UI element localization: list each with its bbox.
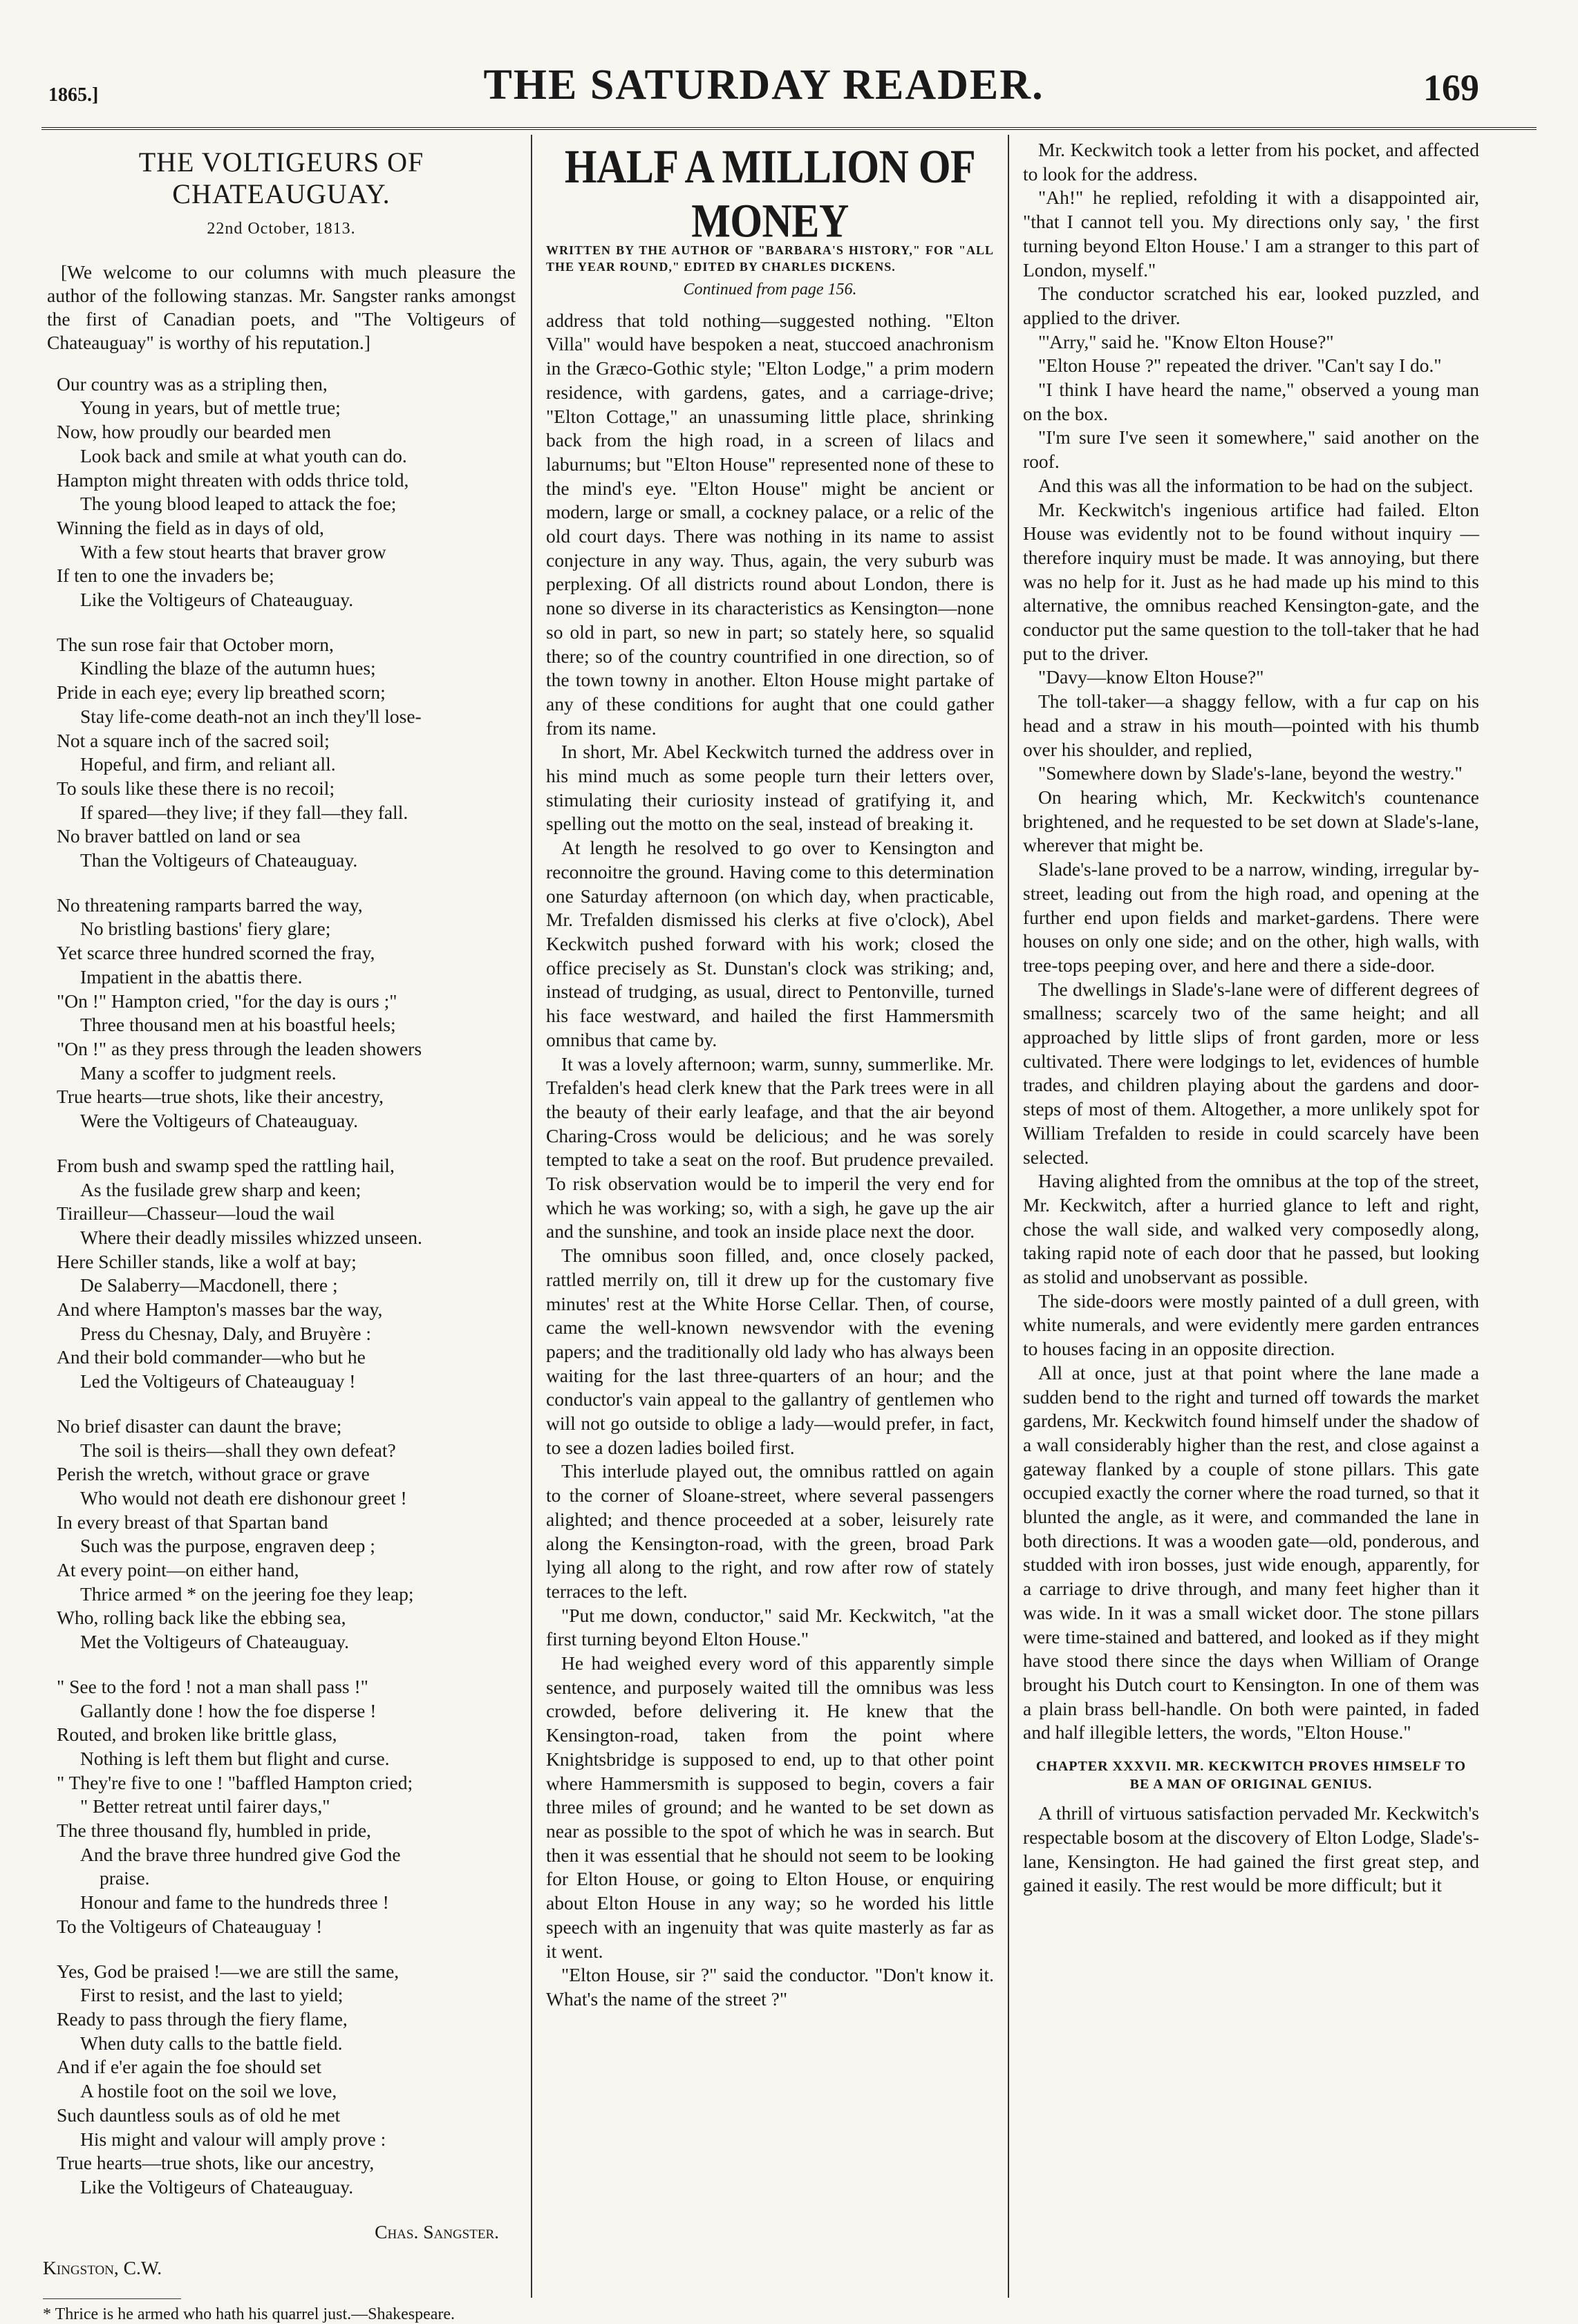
poem-line: Routed, and broken like brittle glass,: [57, 1723, 337, 1746]
poem-line: Not a square inch of the sacred soil;: [57, 729, 330, 751]
poem-line: As the fusilade grew sharp and keen;: [80, 1178, 361, 1200]
poem-line: First to resist, and the last to yield;: [80, 1984, 344, 2006]
paragraph: The conductor scratched his ear, looked puzzled, and applied to the driver.: [1023, 283, 1479, 328]
poem-line: Ready to pass through the fiery flame,: [57, 2008, 348, 2030]
poem-line: Perish the wretch, without grace or grave: [57, 1463, 370, 1485]
paragraph: "'Arry," said he. "Know Elton House?": [1038, 330, 1334, 352]
paragraph: The dwellings in Slade's-lane were of different degrees of smallness; scarcely two of the same height; and all approached by little slips of front garden, more or less cultivated. There were lodgings to let, evidences of humble trades, and children playing about the gardens and door-steps of most of them. Altogether, a more unlikely spot for William Trefalden to reside in could scarcely have been selected.: [1023, 978, 1479, 1168]
poem-line: True hearts—true shots, like our ancestry,: [57, 2152, 375, 2174]
poem-stanza: [57, 1154, 520, 1394]
poem-line: When duty calls to the battle field.: [80, 2032, 343, 2054]
poem-line: Many a scoffer to judgment reels.: [80, 1061, 337, 1084]
poem-line: Than the Voltigeurs of Chateauguay.: [80, 849, 358, 871]
poem-line: His might and valour will amply prove :: [80, 2128, 386, 2150]
poem-stanzas: [43, 372, 520, 2200]
poem-line: Kindling the blaze of the autumn hues;: [80, 657, 376, 679]
poem-line: Who, rolling back like the ebbing sea,: [57, 1607, 346, 1629]
poem-line: And if e'er again the foe should set: [57, 2056, 321, 2078]
poem-line: " See to the ford ! not a man shall pass !": [57, 1675, 368, 1697]
poem-line: Tirailleur—Chasseur—loud the wail: [57, 1202, 335, 1225]
poem-line: Like the Voltigeurs of Chateauguay.: [80, 589, 354, 611]
column-divider: [531, 135, 532, 2298]
poem-line: Gallantly done ! how the foe disperse !: [80, 1699, 377, 1721]
poem-stanza: [57, 1675, 520, 1939]
poem-line: Led the Voltigeurs of Chateauguay !: [80, 1370, 356, 1392]
paragraph: "Somewhere down by Slade's-lane, beyond the westry.": [1038, 762, 1463, 784]
poem-line: Were the Voltigeurs of Chateauguay.: [80, 1110, 359, 1132]
poem-line: The three thousand fly, humbled in pride,: [57, 1820, 371, 1842]
poem-line: Yes, God be praised !—we are still the same,: [57, 1960, 400, 1982]
poem-line: Hopeful, and firm, and reliant all.: [80, 753, 336, 775]
poem-line: Who would not death ere dishonour greet !: [80, 1486, 407, 1509]
story-column-1: [546, 138, 994, 2280]
paragraph: "I think I have heard the name," observed a young man on the box.: [1023, 379, 1479, 424]
poem-line: True hearts—true shots, like their ancestry,: [57, 1086, 384, 1108]
paragraph: The side-doors were mostly painted of a dull green, with white numerals, and were evidently mere garden entrances to houses facing in an opposite direction.: [1023, 1289, 1479, 1360]
issue-date: 1865.]: [48, 84, 99, 106]
story-column-2: [1023, 138, 1479, 2280]
poem-line: De Salaberry—Macdonell, there ;: [80, 1274, 338, 1296]
poem-line: Look back and smile at what youth can do.: [80, 444, 407, 466]
paragraph: A thrill of virtuous satisfaction pervaded Mr. Keckwitch's respectable bosom at the discovery of Elton Lodge, Slade's-lane, Kensington. He had gained the first great step, and gained it easily. The rest would be more difficult; but it: [1023, 1802, 1479, 1896]
poem-line: And the brave three hundred give God the: [80, 1843, 401, 1865]
poem-line: Such was the purpose, engraven deep ;: [80, 1535, 375, 1557]
newspaper-title: THE SATURDAY READER.: [483, 62, 1044, 108]
paragraph: "Elton House, sir ?" said the conductor. "Don't know it. What's the name of the street ?": [546, 1964, 994, 2010]
chapter-body: [1023, 1802, 1479, 1898]
poem-line: And where Hampton's masses bar the way,: [57, 1298, 383, 1321]
paragraph: "I'm sure I've seen it somewhere," said another on the roof.: [1023, 426, 1479, 473]
paragraph: He had weighed every word of this apparently simple sentence, and purposely waited till the omnibus was less crowded, before delivering it. He knew that the Kensington-road, taken from the point where Knightsbridge is supposed to end, up to that other point where Hammersmith is supposed to begin, covers a fair three miles of ground; and he wanted to be set down as near as possible to the spot of which he was in search. But then it was essential that he should not seem to be looking for Elton House, or going to Elton House, or enquiring about Elton House in any way; so he worded his little speech with an ingenuity that was quite masterly as far as it went.: [546, 1652, 994, 1962]
poem-line: Stay life-come death-not an inch they'll lose-: [80, 705, 422, 727]
poem-line: The sun rose fair that October morn,: [57, 633, 334, 655]
paragraph: At length he resolved to go over to Kensington and reconnoitre the ground. Having come to this determination one Saturday afternoon (on which day, when practicable, Mr. Trefalden dismissed his clerks at five o'clock), Abel Keckwitch pushed forward with his work; closed the office precisely as St. Dunstan's clock was striking; and, instead of trudging, as usual, direct to Pentonville, turned his face westward, and hailed the first Hammersmith omnibus that came by.: [546, 837, 994, 1050]
paragraph: And this was all the information to be had on the subject.: [1038, 474, 1474, 496]
paragraph: On hearing which, Mr. Keckwitch's countenance brightened, and he requested to be set down at Slade's-lane, wherever that might be.: [1023, 786, 1479, 856]
poem-line: Impatient in the abattis there.: [80, 965, 303, 988]
footnote: * Thrice is he armed who hath his quarrel just.—Shakespeare.: [43, 2305, 455, 2324]
masthead-rule: [41, 127, 1537, 130]
story-body: [1023, 138, 1479, 1745]
poem-line: "On !" as they press through the leaden showers: [57, 1037, 422, 1059]
poem-line: To the Voltigeurs of Chateauguay !: [57, 1915, 323, 1937]
poem-line: Hampton might threaten with odds thrice told,: [57, 469, 409, 491]
paragraph: This interlude played out, the omnibus rattled on again to the corner of Sloane-street, where several passengers alighted; and thence proceeded at a sober, leisurely rate along the Kensington-road, with the green, broad Park lying all along to the right, and row after row of stately terraces to the left.: [546, 1460, 994, 1602]
poem-line: If ten to one the invaders be;: [57, 565, 274, 587]
poem-line: Thrice armed * on the jeering foe they leap;: [80, 1583, 414, 1605]
author-place: Kingston, C.W.: [43, 2257, 162, 2279]
paragraph: All at once, just at that point where the lane made a sudden bend to the right and turned off towards the market gardens, Mr. Keckwitch found himself under the shadow of a wall considerably higher than the rest, and close against a gateway flanked by a couple of stone pillars. This gate occupied exactly the corner where the road turned, so that it blunted the angle, as it were, and commanded the lane in both directions. It was a wooden gate—old, ponderous, and studded with iron bosses, just wide enough, apparently, for a carriage to drive through, and many feet higher than it was wide. In it was a small wicket door. The stone pillars were time-stained and battered, and looked as if they might have stood there since the days when William of Orange brought his Dutch court to Kensington. In one of them was a plain brass bell-handle. On both were painted, in faded and half illegible letters, the words, "Elton House.": [1023, 1361, 1479, 1744]
poem-line: Met the Voltigeurs of Chateauguay.: [80, 1631, 350, 1653]
poem-line: Press du Chesnay, Daly, and Bruyère :: [80, 1322, 372, 1344]
poem-column: [43, 138, 520, 2324]
poem-line: A hostile foot on the soil we love,: [80, 2080, 337, 2102]
poem-line: "On !" Hampton cried, "for the day is ours ;": [57, 990, 397, 1012]
paragraph: In short, Mr. Abel Keckwitch turned the address over in his mind much as some people turn their letters over, stimulating their curiosity instead of gratifying it, and spelling out the motto on the seal, instead of breaking it.: [546, 741, 994, 835]
chapter-heading: CHAPTER XXXVII. MR. KECKWITCH PROVES HIMSELF TO BE A MAN OF ORIGINAL GENIUS.: [1035, 1759, 1467, 1793]
poem-stanza: [57, 1960, 520, 2200]
masthead: [48, 61, 1479, 123]
poem-line: Pride in each eye; every lip breathed scorn;: [57, 681, 386, 703]
poem-line: No bristling bastions' fiery glare;: [80, 918, 331, 940]
poem-line: Honour and fame to the hundreds three !: [80, 1891, 389, 1914]
footnote-rule: [43, 2298, 181, 2299]
paragraph: Having alighted from the omnibus at the top of the street, Mr. Keckwitch, after a hurried glance to left and right, chose the wall side, and walked very composedly along, taking rapid note of each door that he passed, but looking as stolid and unobservant as possible.: [1023, 1170, 1479, 1288]
poem-title: THE VOLTIGEURS OF CHATEAUGUAY.: [138, 147, 424, 209]
poem-line: Here Schiller stands, like a wolf at bay;: [57, 1250, 357, 1272]
paragraph: It was a lovely afternoon; warm, sunny, summerlike. Mr. Trefalden's head clerk knew that the Park trees were in all the beauty of their early leafage, and that the air beyond Charing-Cross would be delicious; and he was sorely tempted to take a seat on the roof. But prudence prevailed. To risk observation would be to imperil the very end for which he was working; so, with a sigh, he gave up the air and the sunshine, and took an inside place next the door.: [546, 1052, 994, 1243]
paragraph: Mr. Keckwitch's ingenious artifice had failed. Elton House was evidently not to be found without inquiry — therefore inquiry must be made. It was annoying, but there was no help for it. Just as he had made up his mind to this alternative, the omnibus reached Kensington-gate, and the conductor put the same question to the toll-taker that he had put to the driver.: [1023, 498, 1479, 664]
poem-line: Like the Voltigeurs of Chateauguay.: [80, 2175, 354, 2198]
poem-line: In every breast of that Spartan band: [57, 1511, 328, 1533]
author-signature: Chas. Sangster.: [375, 2220, 499, 2242]
poem-line: No threatening ramparts barred the way,: [57, 894, 363, 916]
story-body: [546, 309, 994, 2012]
paragraph: The omnibus soon filled, and, once closely packed, rattled merrily on, till it drew up for the customary five minutes' rest at the White Horse Cellar. Then, of course, came the well-known newsvendor with the evening papers; and the traditionally old lady who has always been waiting for the last three-quarters of an hour; and the conductor's vain appeal to the gallantry of gentlemen who will not go outside to oblige a lady—would prefer, in fact, to see a dozen ladies boiled first.: [546, 1245, 994, 1458]
poem-line: Such dauntless souls as of old he met: [57, 2104, 341, 2126]
continued-note: Continued from page 156.: [683, 281, 857, 299]
poem-stanza: [57, 1415, 520, 1654]
poem-line: Winning the field as in days of old,: [57, 516, 324, 538]
poem-stanza: [57, 894, 520, 1133]
poem-line: With a few stout hearts that braver grow: [80, 540, 386, 563]
poem-line: Nothing is left them but flight and curse.: [80, 1747, 390, 1769]
poem-stanza: [57, 633, 520, 873]
page-number: 169: [1423, 67, 1479, 108]
paragraph: Mr. Keckwitch took a letter from his pocket, and affected to look for the address.: [1023, 139, 1479, 185]
poem-line: Where their deadly missiles whizzed unseen.: [80, 1226, 422, 1248]
poem-line: At every point—on either hand,: [57, 1559, 299, 1581]
paragraph: "Elton House ?" repeated the driver. "Can't say I do.": [1038, 355, 1442, 377]
poem-line: Yet scarce three hundred scorned the fray,: [57, 942, 375, 964]
poem-date: 22nd October, 1813.: [207, 220, 356, 238]
paragraph: "Ah!" he replied, refolding it with a disappointed air, "that I cannot tell you. My directions only say, ' the first turning beyond Elton House.' I am a stranger to this part of London, myself.": [1023, 187, 1479, 281]
story-title: HALF A MILLION OF MONEY: [564, 140, 976, 247]
poem-line: Now, how proudly our bearded men: [57, 421, 331, 443]
paragraph: Slade's-lane proved to be a narrow, winding, irregular by-street, leading out from the high road, and opening at the further end upon fields and market-gardens. There were houses on only one side; and on the other, high walls, with tree-tops peeping over, and here and there a side-door.: [1023, 858, 1479, 976]
paragraph: The toll-taker—a shaggy fellow, with a fur cap on his head and a straw in his mouth—pointed with his thumb over his shoulder, and replied,: [1023, 690, 1479, 760]
poem-line: No brief disaster can daunt the brave;: [57, 1415, 342, 1437]
poem-line: The soil is theirs—shall they own defeat?: [80, 1439, 396, 1461]
poem-line: Young in years, but of mettle true;: [80, 397, 341, 419]
poem-line: To souls like these there is no recoil;: [57, 777, 335, 799]
paragraph: "Put me down, conductor," said Mr. Keckwitch, "at the first turning beyond Elton House.": [546, 1604, 994, 1650]
story-byline: WRITTEN BY THE AUTHOR OF "BARBARA'S HISTORY," FOR "ALL THE YEAR ROUND," EDITED BY CHARLES DICKENS.: [546, 243, 994, 274]
poem-line: " Better retreat until fairer days,": [80, 1795, 330, 1817]
poem-line: And their bold commander—who but he: [57, 1346, 366, 1368]
poem-line: Our country was as a stripling then,: [57, 372, 328, 395]
editor-intro: [We welcome to our columns with much pleasure the author of the following stanzas. Mr. Sangster ranks amongst the first of Canadian poets, and "The Voltigeurs of Chateauguay" is worthy of his reputation.]: [47, 261, 516, 353]
poem-line: The young blood leaped to attack the foe;: [80, 493, 397, 515]
poem-line: " They're five to one ! "baffled Hampton cried;: [57, 1771, 413, 1793]
paragraph: "Davy—know Elton House?": [1038, 666, 1264, 688]
poem-line: praise.: [100, 1867, 150, 1889]
paragraph: address that told nothing—suggested nothing. "Elton Villa" would have bespoken a neat, stuccoed anachronism in the Græco-Gothic style; "Elton Lodge," a prim modern residence, with gardens, gates, and a carriage-drive; "Elton Cottage," an unassuming little place, shrinking back from the high road, in a screen of lilacs and laburnums; but "Elton House" represented none of these to the mind's eye. "Elton House" might be ancient or modern, large or small, a cockney palace, or a relic of the old court days. There was nothing in its name to assist conjecture in any way. Thus, again, the very suburb was perplexing. Of all districts round about London, there is none so diverse in its characteristics as Kensington—none so old in part, so new in part; so stately here, so squalid there; so of the country countrified in one direction, so of the town towny in another. Elton House might partake of any of these conditions for aught that one could gather from its name.: [546, 309, 994, 739]
column-divider: [1008, 135, 1009, 2298]
poem-line: From bush and swamp sped the rattling hail,: [57, 1154, 395, 1176]
poem-line: No braver battled on land or sea: [57, 825, 301, 847]
poem-stanza: [57, 372, 520, 612]
poem-line: Three thousand men at his boastful heels;: [80, 1014, 396, 1036]
poem-line: If spared—they live; if they fall—they fall.: [80, 801, 408, 823]
